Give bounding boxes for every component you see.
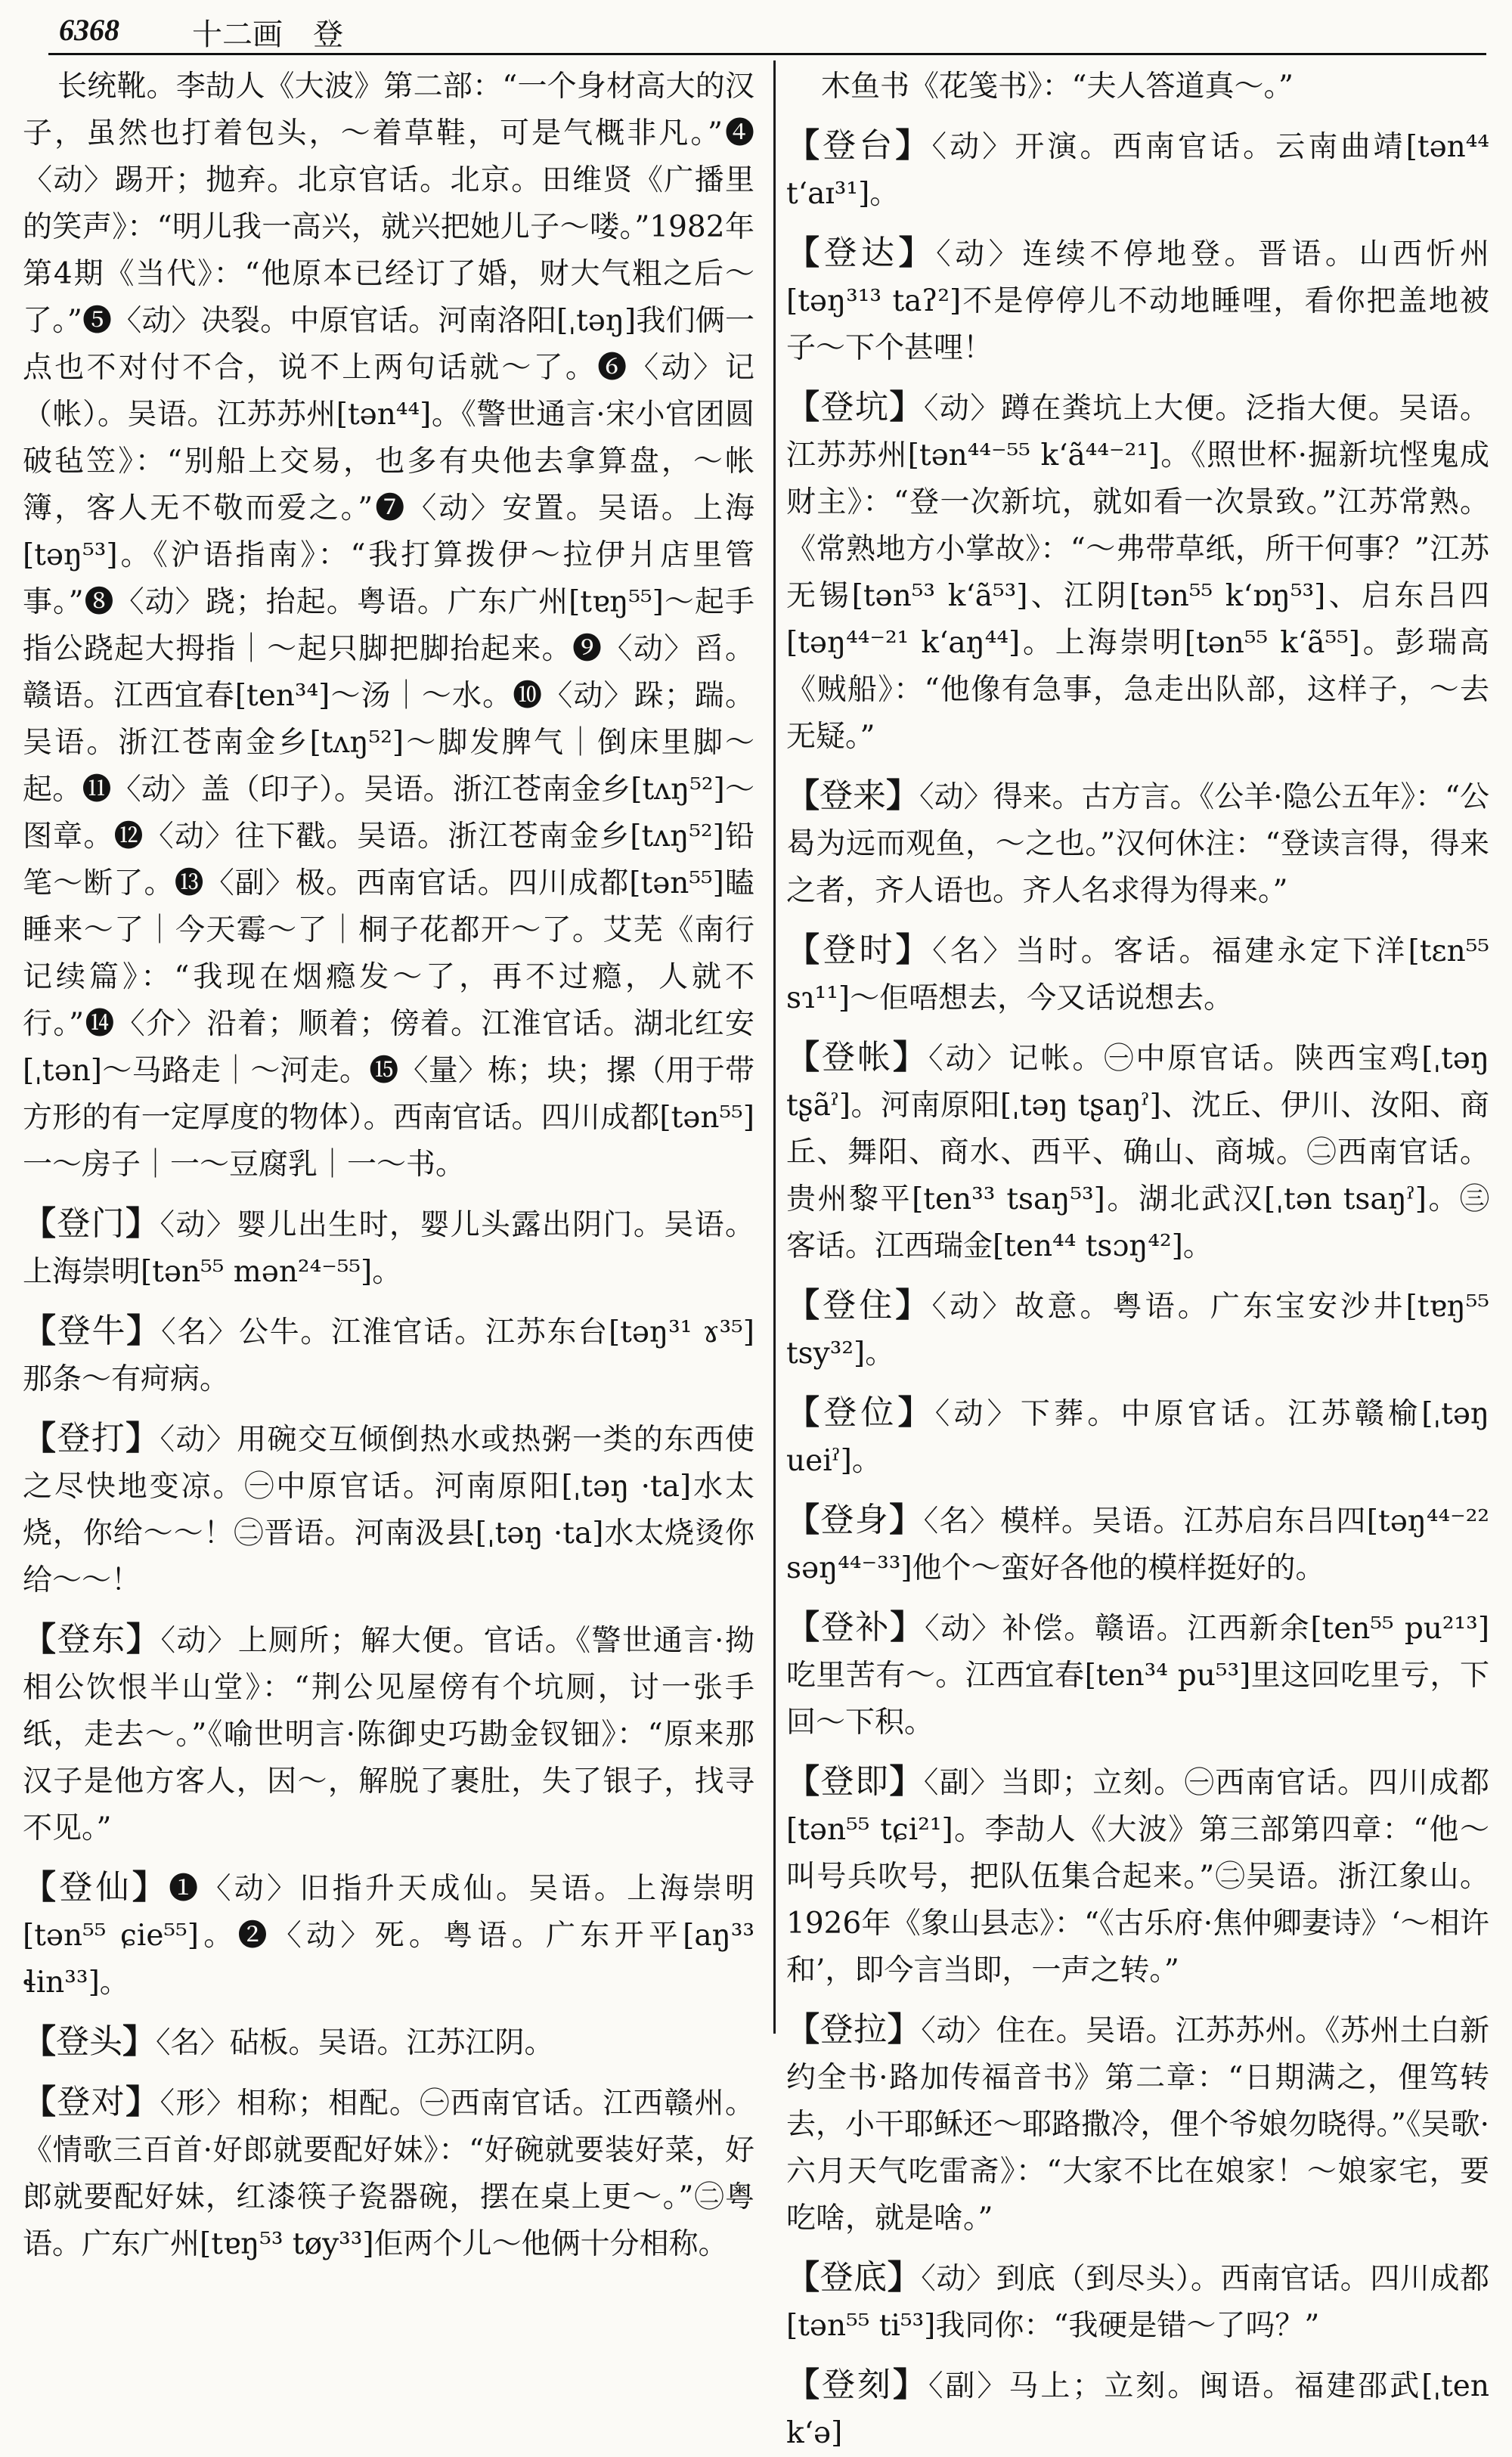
entry-dengzhang: 【登帐】〈动〉记帐。㊀中原官话。陕西宝鸡[ˌtəŋ tʂãˀ]。河南原阳[ˌtəŋ tʂaŋˀ]、沈丘、伊川、汝阳、商丘、舞阳、商水、西平、确山、商城。㊁西南官话。贵州黎平[ten³³ tsaŋ⁵³]。湖北武汉[ˌtən tsaŋˀ]。㊂客话。江西瑞金[ten⁴⁴ tsɔŋ⁴²]。 — [786, 1038, 1489, 1263]
headword: 登住 — [823, 1286, 896, 1325]
headword: 登来 — [820, 776, 887, 815]
definition: 〈动〉下葬。中原官话。江苏赣榆[ˌtəŋ ueiˀ]。 — [786, 1397, 1490, 1478]
definition: 〈动〉故意。粤语。广东宝安沙井[tɐŋ⁵⁵ tsy³²]。 — [786, 1290, 1490, 1371]
entry-dengtai: 【登台】〈动〉开演。西南官话。云南曲靖[tən⁴⁴ t‘aɪ³¹]。 — [786, 126, 1490, 211]
entry-dengdui: 【登对】〈形〉相称；相配。㊀西南官话。江西赣州。《情歌三百首·好郎就要配好妹》：“好碗就要装好菜，好郎就要配好妹，红漆筷子瓷器碗，摆在桌上更～。”㊁粤语。广东广州[tɐŋ⁵³ tøy³³]佢两个儿～他俩十分相称。 — [23, 2083, 755, 2261]
headword: 登即 — [820, 1762, 890, 1801]
definition: 〈动〉住在。吴语。江苏苏州。《苏州土白新约全书·路加传福音书》第二章：“日期满之，俚笃转去，小干耶稣还～耶路撒冷，俚个爷娘勿晓得。”《吴歌·六月天气吃雷斋》：“大家不比在娘家！～娘家宅，要吃啥，就是啥。” — [786, 2014, 1490, 2235]
header-rule — [48, 53, 1486, 55]
headword: 登身 — [820, 1501, 890, 1539]
definition: 〈形〉相称；相配。㊀西南官话。江西赣州。《情歌三百首·好郎就要配好妹》：“好碗就要装好菜，好郎就要配好妹，红漆筷子瓷器碗，摆在桌上更～。”㊁粤语。广东广州[tɐŋ⁵³ tøy³³]佢两个儿～他俩十分相称。 — [23, 2087, 755, 2261]
entry-denglai: 【登来】〈动〉得来。古方言。《公羊·隐公五年》：“公曷为远而观鱼，～之也。”汉何休注：“登读言得，得来之者，齐人语也。齐人名求得为得来。” — [786, 776, 1490, 908]
definition: 〈动〉记帐。㊀中原官话。陕西宝鸡[ˌtəŋ tʂãˀ]。河南原阳[ˌtəŋ tʂaŋˀ]、沈丘、伊川、汝阳、商丘、舞阳、商水、西平、确山、商城。㊁西南官话。贵州黎平[ten³³ tsaŋ⁵³]。湖北武汉[ˌtən tsaŋˀ]。㊂客话。江西瑞金[ten⁴⁴ tsɔŋ⁴²]。 — [786, 1042, 1489, 1263]
entry-dengniu: 【登牛】〈名〉公牛。江淮官话。江苏东台[təŋ³¹ ɤ³⁵]那条～有疴病。 — [23, 1312, 755, 1396]
headword: 登坑 — [820, 388, 890, 426]
definition: 〈副〉当即；立刻。㊀西南官话。四川成都[tən⁵⁵ tɕi²¹]。李劼人《大波》第三部第四章：“他～叫号兵吹号，把队伍集合起来。”㊁吴语。浙江象山。1926年《象山县志》：“《古乐府·焦仲卿妻诗》‘～相许和’，即今言当即，一声之转。” — [786, 1766, 1490, 1988]
definition: 〈动〉得来。古方言。《公羊·隐公五年》：“公曷为远而观鱼，～之也。”汉何休注：“登读言得，得来之者，齐人语也。齐人名求得为得来。” — [786, 780, 1490, 908]
headword: 登头 — [56, 2022, 122, 2061]
definition: ❶〈动〉旧指升天成仙。吴语。上海崇明[tən⁵⁵ ɕie⁵⁵]。❷〈动〉死。粤语。广东开平[aŋ³³ ɬin³³]。 — [23, 1872, 755, 2000]
headword: 登帐 — [821, 1038, 893, 1077]
definition: 〈动〉婴儿出生时，婴儿头露出阴门。吴语。上海崇明[tən⁵⁵ mən²⁴⁻⁵⁵]。 — [23, 1208, 755, 1289]
headword: 登达 — [823, 234, 899, 272]
entry-dengshi: 【登时】〈名〉当时。客话。福建永定下洋[tɛn⁵⁵ sɿ¹¹]～佢唔想去，今又话说想去。 — [786, 931, 1490, 1015]
definition: 〈名〉砧板。吴语。江苏江阴。 — [156, 2026, 554, 2060]
definition: 〈名〉当时。客话。福建永定下洋[tɛn⁵⁵ sɿ¹¹]～佢唔想去，今又话说想去。 — [786, 934, 1490, 1015]
entry-dengwei: 【登位】〈动〉下葬。中原官话。江苏赣榆[ˌtəŋ ueiˀ]。 — [786, 1393, 1490, 1478]
headword: 登仙 — [59, 1868, 132, 1907]
headword: 登打 — [57, 1419, 126, 1458]
headword: 登拉 — [820, 2010, 888, 2049]
entry-dengda: 【登打】〈动〉用碗交互倾倒热水或热粥一类的东西使之尽快地变凉。㊀中原官话。河南原阳[ˌtəŋ ·ta]水太烧，你给～～！㊁晋语。河南汲县[ˌtəŋ ·ta]水太烧烫你给～～！ — [23, 1419, 755, 1597]
headword: 登位 — [823, 1393, 898, 1432]
entry-dengdi: 【登底】〈动〉到底（到尽头）。西南官话。四川成都[tən⁵⁵ ti⁵³]我同你：“我硬是错～了吗？” — [786, 2258, 1490, 2343]
definition: 〈动〉上厕所；解大便。官话。《警世通言·拗相公饮恨半山堂》：“荆公见屋傍有个坑厕，讨一张手纸，走去～。”《喻世明言·陈御史巧勘金钗钿》：“原来那汉子是他方客人，因～，解脱了裹肚，失了银子，找寻不见。” — [23, 1624, 754, 1845]
stroke-count-label: 十二画 — [192, 17, 283, 52]
definition: 〈名〉公牛。江淮官话。江苏东台[təŋ³¹ ɤ³⁵]那条～有疴病。 — [23, 1315, 755, 1396]
entry-dengbu: 【登补】〈动〉补偿。赣语。江西新余[ten⁵⁵ pu²¹³]吃里苦有～。江西宜春[ten³⁴ pu⁵³]里这回吃里亏，下回～下积。 — [786, 1608, 1490, 1740]
definition: 〈名〉模样。吴语。江苏启东吕四[təŋ⁴⁴⁻²² səŋ⁴⁴⁻³³]他个～蛮好各他的模样挺好的。 — [786, 1504, 1490, 1585]
headword: 登时 — [823, 931, 896, 969]
page-header — [48, 8, 1485, 54]
entry-dengmen: 【登门】〈动〉婴儿出生时，婴儿头露出阴门。吴语。上海崇明[tən⁵⁵ mən²⁴⁻⁵⁵]。 — [23, 1204, 755, 1289]
entry-dengji: 【登即】〈副〉当即；立刻。㊀西南官话。四川成都[tən⁵⁵ tɕi²¹]。李劼人《大波》第三部第四章：“他～叫号兵吹号，把队伍集合起来。”㊁吴语。浙江象山。1926年《象山县志》：“《古乐府·焦仲卿妻诗》‘～相许和’，即今言当即，一声之转。” — [786, 1762, 1490, 1988]
column-divider — [773, 60, 776, 2034]
entry-dengkeng: 【登坑】〈动〉蹲在粪坑上大便。泛指大便。吴语。江苏苏州[tən⁴⁴⁻⁵⁵ k‘ã⁴⁴⁻²¹]。《照世杯·掘新坑悭鬼成财主》：“登一次新坑，就如看一次景致。”江苏常熟。《常熟地方小掌故》：“～弗带草纸，所干何事？”江苏无锡[tən⁵³ k‘ã⁵³]、江阴[tən⁵⁵ k‘ɒŋ⁵³]、启东吕四[təŋ⁴⁴⁻²¹ k‘aŋ⁴⁴]。上海崇明[tən⁵⁵ k‘ã⁵⁵]。彭瑞高《贼船》：“他像有急事，急走出队部，这样子，～去无疑。” — [786, 388, 1490, 754]
headword: 登对 — [57, 2083, 126, 2121]
headword: 登刻 — [821, 2366, 893, 2404]
entry-dengzhu: 【登住】〈动〉故意。粤语。广东宝安沙井[tɐŋ⁵⁵ tsy³²]。 — [786, 1286, 1490, 1371]
definition: 〈动〉连续不停地登。晋语。山西忻州[təŋ³¹³ taʔ²]不是停停儿不动地睡哩，看你把盖地被子～下个甚哩！ — [786, 237, 1490, 365]
headword: 登补 — [820, 1608, 891, 1647]
headword: 登底 — [820, 2258, 888, 2297]
headword: 登东 — [57, 1620, 126, 1659]
entry-dengshen: 【登身】〈名〉模样。吴语。江苏启东吕四[təŋ⁴⁴⁻²² səŋ⁴⁴⁻³³]他个～蛮好各他的模样挺好的。 — [786, 1501, 1490, 1585]
definition: 〈动〉用碗交互倾倒热水或热粥一类的东西使之尽快地变凉。㊀中原官话。河南原阳[ˌtəŋ ·ta]水太烧，你给～～！㊁晋语。河南汲县[ˌtəŋ ·ta]水太烧烫你给～～！ — [23, 1423, 755, 1597]
page-number: 6368 — [59, 13, 119, 47]
left-column — [23, 64, 755, 2261]
head-character: 登 — [313, 17, 343, 52]
right-column — [786, 64, 1490, 2450]
continuation-text: 长统靴。李劼人《大波》第二部：“一个身材高大的汉子，虽然也打着包头，～着草鞋，可是气概非凡。”❹〈动〉踢开；抛弃。北京官话。北京。田维贤《广播里的笑声》：“明儿我一高兴，就兴把她儿子～喽。”1982年第4期《当代》：“他原本已经订了婚，财大气粗之后～了。”❺〈动〉决裂。中原官话。河南洛阳[ˌtəŋ]我们俩一点也不对付不合，说不上两句话就～了。❻〈动〉记（帐）。吴语。江苏苏州[tən⁴⁴]。《警世通言·宋小官团圆破毡笠》：“别船上交易，也多有央他去拿算盘，～帐簿，客人无不敬而爱之。”❼〈动〉安置。吴语。上海[təŋ⁵³]。《沪语指南》：“我打算拨伊～拉伊爿店里管事。”❽〈动〉跷；抬起。粤语。广东广州[tɐŋ⁵⁵]～起手指公跷起大拇指｜～起只脚把脚抬起来。❾〈动〉舀。赣语。江西宜春[ten³⁴]～汤｜～水。❿〈动〉跺；踹。吴语。浙江苍南金乡[tʌŋ⁵²]～脚发脾气｜倒床里脚～起。⓫〈动〉盖（印子）。吴语。浙江苍南金乡[tʌŋ⁵²]～图章。⓬〈动〉往下戳。吴语。浙江苍南金乡[tʌŋ⁵²]铅笔～断了。⓭〈副〉极。西南官话。四川成都[tən⁵⁵]瞌睡来～了｜今天霉～了｜桐子花都开～了。艾芜《南行记续篇》：“我现在烟瘾发～了，再不过瘾，人就不行。”⓮〈介〉沿着；顺着；傍着。江淮官话。湖北红安[ˌtən]～马路走｜～河走。⓯〈量〉栋；块；摞（用于带方形的有一定厚度的物体）。西南官话。四川成都[tən⁵⁵]一～房子｜一～豆腐乳｜一～书。 — [23, 70, 754, 1182]
entry-dengxian: 【登仙】❶〈动〉旧指升天成仙。吴语。上海崇明[tən⁵⁵ ɕie⁵⁵]。❷〈动〉死。粤语。广东开平[aŋ³³ ɬin³³]。 — [23, 1868, 755, 2000]
continuation-text: 木鱼书《花笺书》：“夫人答道真～。” — [821, 70, 1294, 104]
headword: 登台 — [823, 126, 896, 165]
definition: 〈动〉到底（到尽头）。西南官话。四川成都[tən⁵⁵ ti⁵³]我同你：“我硬是错～了吗？” — [786, 2262, 1490, 2343]
headword: 登牛 — [57, 1312, 127, 1350]
definition: 〈动〉开演。西南官话。云南曲靖[tən⁴⁴ t‘aɪ³¹]。 — [786, 130, 1490, 211]
entry-dengla: 【登拉】〈动〉住在。吴语。江苏苏州。《苏州土白新约全书·路加传福音书》第二章：“日期满之，俚笃转去，小干耶稣还～耶路撒冷，俚个爷娘勿晓得。”《吴歌·六月天气吃雷斋》：“大家不比在娘家！～娘家宅，要吃啥，就是啥。” — [786, 2010, 1490, 2235]
entry-dengke: 【登刻】〈副〉马上；立刻。闽语。福建邵武[ˌten k‘ə] — [786, 2366, 1489, 2450]
entry-dengdong: 【登东】〈动〉上厕所；解大便。官话。《警世通言·拗相公饮恨半山堂》：“荆公见屋傍有个坑厕，讨一张手纸，走去～。”《喻世明言·陈御史巧勘金钗钿》：“原来那汉子是他方客人，因～，解脱了裹肚，失了银子，找寻不见。” — [23, 1620, 754, 1845]
headword: 登门 — [57, 1204, 126, 1243]
entry-dengda2: 【登达】〈动〉连续不停地登。晋语。山西忻州[təŋ³¹³ taʔ²]不是停停儿不动地睡哩，看你把盖地被子～下个甚哩！ — [786, 234, 1490, 365]
definition: 〈动〉蹲在粪坑上大便。泛指大便。吴语。江苏苏州[tən⁴⁴⁻⁵⁵ k‘ã⁴⁴⁻²¹]。《照世杯·掘新坑悭鬼成财主》：“登一次新坑，就如看一次景致。”江苏常熟。《常熟地方小掌故》：“～弗带草纸，所干何事？”江苏无锡[tən⁵³ k‘ã⁵³]、江阴[tən⁵⁵ k‘ɒŋ⁵³]、启东吕四[təŋ⁴⁴⁻²¹ k‘aŋ⁴⁴]。上海崇明[tən⁵⁵ k‘ã⁵⁵]。彭瑞高《贼船》：“他像有急事，急走出队部，这样子，～去无疑。” — [786, 392, 1490, 754]
entry-dengtou: 【登头】〈名〉砧板。吴语。江苏江阴。 — [23, 2022, 554, 2061]
definition: 〈副〉马上；立刻。闽语。福建邵武[ˌten k‘ə] — [786, 2369, 1489, 2450]
definition: 〈动〉补偿。赣语。江西新余[ten⁵⁵ pu²¹³]吃里苦有～。江西宜春[ten³⁴ pu⁵³]里这回吃里亏，下回～下积。 — [786, 1612, 1490, 1740]
